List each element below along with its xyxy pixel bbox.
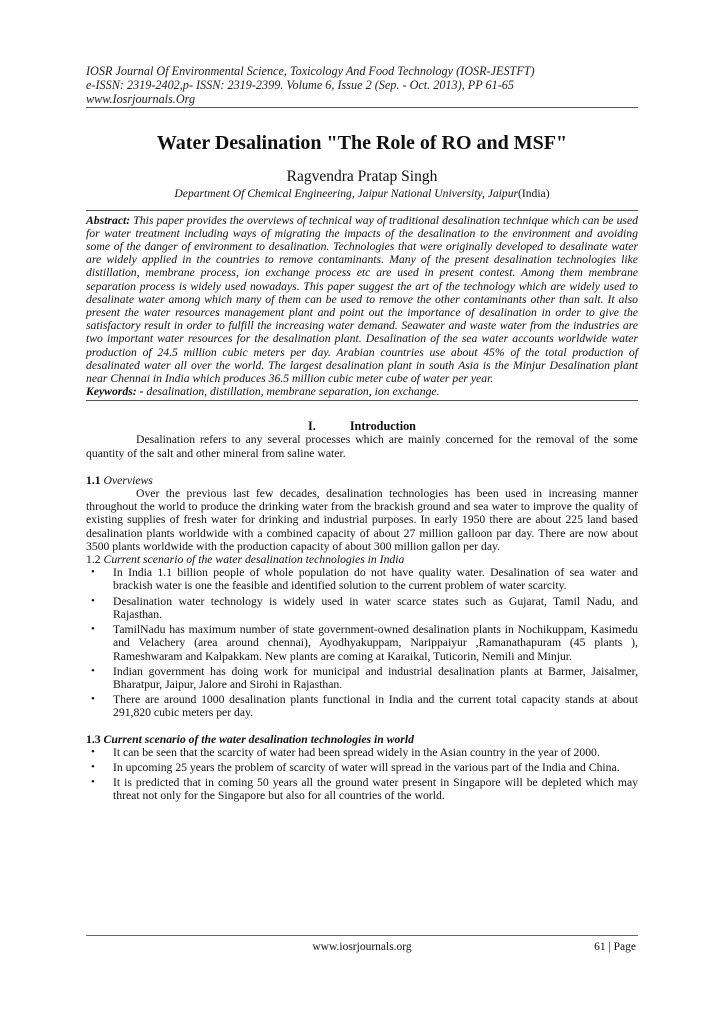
list-item-text: In upcoming 25 years the problem of scarcity of water will spread in the various part of the India and China. <box>113 760 620 774</box>
header-rule <box>86 107 638 108</box>
overviews-paragraph: Over the previous last few decades, desalination technologies has been used in increasing manner throughout the world to produce the drinking water from the brackish ground and sea water to improve the quality of existing supplies of fresh water for drinking and industrial purposes. In early 1950 there are about 225 land based desalination plants worldwide with a combined capacity of about 27 million galloon par day. There are now about 3500 plants worldwide with the production capacity of about 300 million gallon per day. <box>86 487 638 553</box>
list-item-text: Desalination water technology is widely used in water scarce states such as Gujarat, Tamil Nadu, and Rajasthan. <box>113 594 638 621</box>
bullet-icon: • <box>91 623 95 636</box>
abstract-block <box>86 210 638 402</box>
keywords <box>86 385 638 400</box>
affiliation-text: Department Of Chemical Engineering, Jaipur National University, Jaipur <box>174 186 519 200</box>
subsection-heading-overviews <box>86 474 638 487</box>
author-affiliation <box>86 187 638 200</box>
list-item-text: In India 1.1 billion people of whole population do not have quality water. Desalination of sea water and brackish water is one the feasible and identified solution to the current problem of water scarcity. <box>113 566 638 593</box>
bullet-icon: • <box>91 693 95 706</box>
subsection-title: Overviews <box>103 473 153 487</box>
section-number: I. <box>308 419 316 434</box>
india-bullet-list <box>86 566 638 719</box>
journal-header <box>86 64 638 107</box>
list-item <box>86 761 638 774</box>
subsection-title: Current scenario of the water desalination technologies in India <box>103 553 405 567</box>
journal-website: www.Iosrjournals.Org <box>86 92 196 107</box>
abstract-label: Abstract: <box>86 213 131 227</box>
list-item <box>86 566 638 592</box>
keywords-text: desalination, distillation, membrane separation, ion exchange. <box>143 385 440 399</box>
affiliation-country: (India) <box>518 186 550 200</box>
bullet-icon: • <box>91 760 95 773</box>
bullet-icon: • <box>91 594 95 607</box>
footer-website: www.iosrjournals.org <box>312 941 412 953</box>
paper-title: Water Desalination "The Role of RO and MSF" <box>156 131 568 154</box>
list-item <box>86 623 638 663</box>
subsection-number: 1.2 <box>86 553 101 567</box>
subsection-number: 1.3 <box>86 732 101 746</box>
author-name: Ragvendra Pratap Singh <box>286 167 438 185</box>
list-item-text: Indian government has doing work for municipal and industrial desalination plants at Barmer, Jaisalmer, Bharatpur, Jaipur, Jalore and Sirohi in Rajasthan. <box>113 664 638 691</box>
subsection-heading-india <box>86 553 638 566</box>
list-item <box>86 776 638 802</box>
list-item-text: There are around 1000 desalination plants functional in India and the current total capacity stands at about 291,820 cubic meters per day. <box>113 693 638 720</box>
list-item <box>86 746 638 759</box>
bullet-icon: • <box>91 745 95 758</box>
page-number: 61 | Page <box>594 941 636 953</box>
introduction-paragraph: Desalination refers to any several processes which are mainly concerned for the removal of the some quantity of the salt and other mineral from saline water. <box>86 433 638 460</box>
list-item-text: It can be seen that the scarcity of water had been spread widely in the Asian country in the year of 2000. <box>113 745 600 759</box>
journal-issn: e-ISSN: 2319-2402,p- ISSN: 2319-2399. Volume 6, Issue 2 (Sep. - Oct. 2013), PP 61-65 <box>86 78 514 93</box>
section-title: Introduction <box>349 419 416 434</box>
abstract-bottom-rule <box>86 400 638 401</box>
bullet-icon: • <box>91 776 95 789</box>
abstract-text: This paper provides the overviews of technical way of traditional desalination technique which can be used for water treatment including ways of migrating the impacts of the desalination to the environment and avoiding some of the danger of environment to desalination. Technologies that were originally developed to desalinate water are widely applied in the countries to remove contaminants. Many of the present desalination technologies like distillation, membrane process, ion exchange process etc are used in present contest. Among them membrane separation process is widely used nowadays. This paper suggest the art of the technology which are widely used to desalinate water among which many of them can be used to remove the other contaminants other than salt. It also present the water resources management plant and point out the importance of desalination in order to give the satisfactory result in order to fulfill the increasing water demand. Seawater and waste water from the industries are two important water resources for the desalination plant. Desalination of the sea water accounts worldwide water production of 24.5 million cubic meters per day. Arabian countries use about 45% of the total production of desalinated water all over the world. The largest desalination plant in south Asia is the Minjur Desalination plant near Chennai in India which produces 36.5 million cubic meter cube of water per year. <box>86 213 638 386</box>
world-bullet-list <box>86 746 638 803</box>
keywords-label: Keywords: - <box>86 385 144 399</box>
list-item <box>86 595 638 621</box>
list-item-text: It is predicted that in coming 50 years all the ground water present in Singapore will be depleted which may threat not only for the Singapore but also for all countries of the world. <box>113 776 638 803</box>
list-item-text: TamilNadu has maximum number of state government-owned desalination plants in Nochikuppam, Kasimedu and Velachery (area around chennai), Ayodhyakuppam, Narippaiyur ,Ramanathapuram (45 plants ), Rameshwaram and Kalpakkam. New plants are coming at Karaikal, Tuticorin, Nemili and Minjur. <box>113 623 638 663</box>
journal-name: IOSR Journal Of Environmental Science, Toxicology And Food Technology (IOSR-JESTFT) <box>86 64 535 78</box>
list-item <box>86 665 638 691</box>
subsection-number: 1.1 <box>86 473 101 487</box>
page-footer <box>86 935 638 957</box>
bullet-icon: • <box>91 664 95 677</box>
list-item <box>86 693 638 719</box>
footer-rule <box>86 935 638 936</box>
section-heading-introduction <box>86 419 638 433</box>
subsection-title: Current scenario of the water desalination technologies in world <box>103 732 414 746</box>
subsection-heading-world <box>86 733 638 746</box>
paper-page <box>86 64 638 805</box>
bullet-icon: • <box>91 566 95 579</box>
abstract <box>86 211 638 386</box>
